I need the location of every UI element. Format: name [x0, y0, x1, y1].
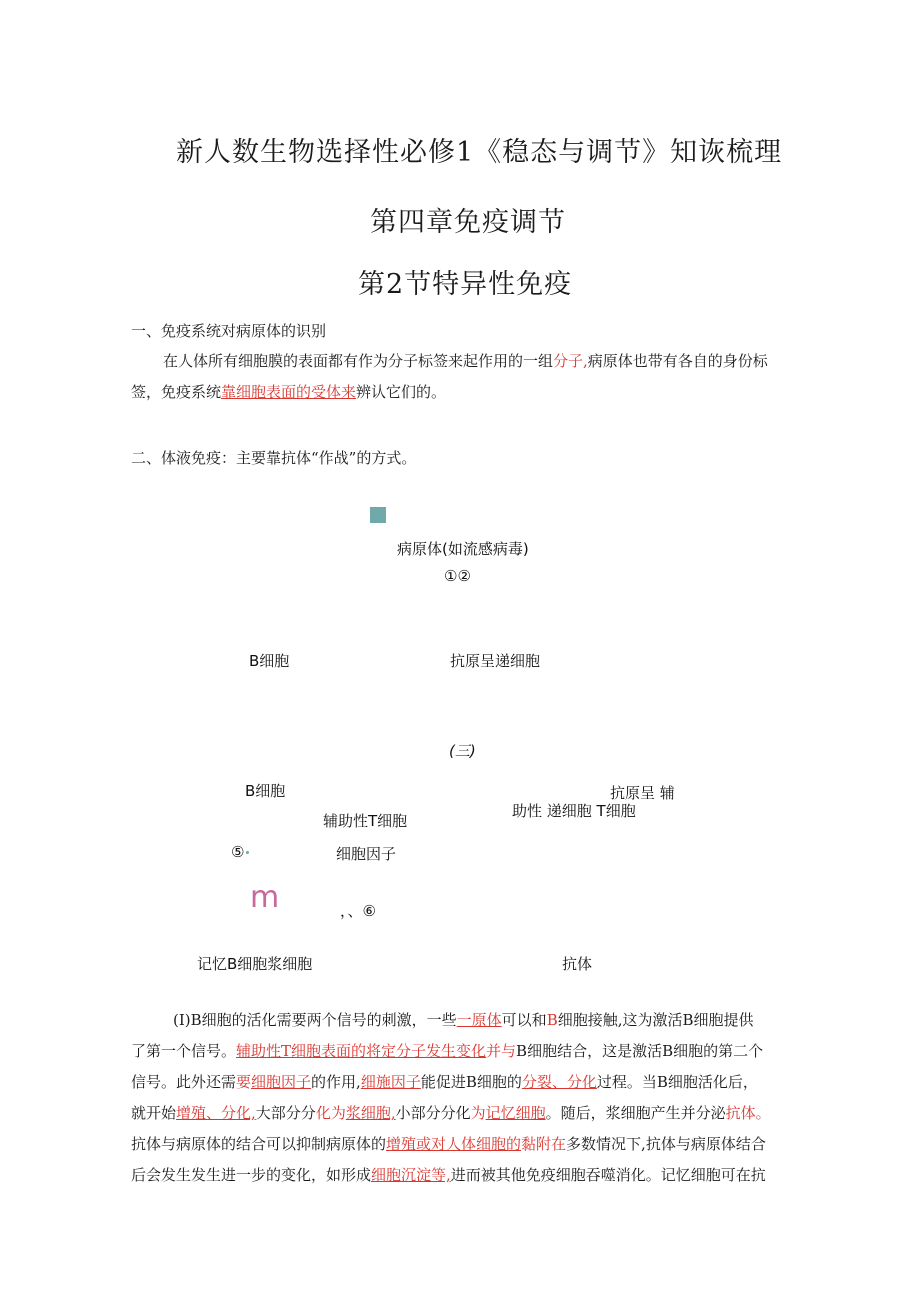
text-run: 过程。当B细胞活化后， — [596, 1073, 758, 1091]
text-run: 辨认它们的。 — [356, 383, 447, 401]
text-run: 可以和 — [501, 1011, 547, 1029]
highlight-answer: 并与 — [486, 1042, 517, 1060]
text-run: 签，免疫系统 — [131, 383, 222, 401]
b-cell-label: B细胞 — [249, 652, 290, 670]
underlined-answer: 靠细胞表面的受体来 — [221, 383, 357, 401]
highlight-answer: 分子, — [553, 352, 588, 370]
text-run: 信号。此外还需 — [131, 1073, 237, 1091]
underlined-answer: 细胞沉淀等, — [371, 1166, 451, 1184]
main-title: 新人数生物选择性必修1《稳态与调节》知诙梳理 — [176, 137, 783, 168]
step-5-text: ⑤ — [231, 843, 245, 861]
text-run: 病原体也带有各自的身份标 — [587, 352, 768, 370]
highlight-answer: 化为 — [315, 1104, 346, 1122]
text-run: 大部分分 — [255, 1104, 316, 1122]
para-line-1 — [173, 1005, 754, 1036]
underlined-answer: 分裂、分化 — [521, 1073, 597, 1091]
step-12-label: ①② — [444, 567, 471, 585]
underlined-answer: 记忆细胞 — [485, 1104, 546, 1122]
section-title: 第2节特异性免疫 — [358, 269, 573, 300]
para-line-3 — [131, 1067, 758, 1098]
highlight-answer: 为 — [470, 1104, 486, 1122]
text-run: 能促进B细胞的 — [420, 1073, 522, 1091]
highlight-answer: 黏附在 — [521, 1135, 567, 1153]
text-run: 在人体所有细胞膜的表面都有作为分子标签来起作用的一组 — [163, 352, 554, 370]
underlined-answer: 细胞因子 — [251, 1073, 312, 1091]
underlined-answer: 细施因子 — [360, 1073, 421, 1091]
step-5-label — [231, 843, 249, 861]
underlined-answer: 增殖或对人体细胞的 — [386, 1135, 522, 1153]
text-run: 小部分分化 — [395, 1104, 471, 1122]
text-run: 了第一个信号。 — [131, 1042, 237, 1060]
memory-plasma-label: 记忆B细胞浆细胞 — [197, 955, 313, 973]
para-line-4 — [131, 1098, 771, 1129]
cytokine-label: 细胞因子 — [336, 845, 397, 863]
text-run: 后会发生发生进一步的变化，如形成 — [131, 1166, 372, 1184]
part1-line1 — [163, 346, 768, 377]
helper-t-label: 辅助性T细胞 — [323, 812, 408, 830]
antibody-label: 抗体 — [562, 955, 593, 973]
text-run: 抗体与病原体的结合可以抑制病原体的 — [131, 1135, 387, 1153]
para-line-6 — [131, 1160, 766, 1191]
text-run: 。随后，浆细胞产生并分泌 — [545, 1104, 726, 1122]
underlined-answer: 辅助性T细胞表面的将定分子发生变化 — [236, 1042, 487, 1060]
highlight-answer: B — [546, 1011, 558, 1029]
apc-label-top: 抗原呈 辅 — [610, 784, 675, 802]
text-run: B细胞结合，这是激活B细胞的第二个 — [516, 1042, 764, 1060]
step-3-label: (三) — [449, 742, 476, 760]
m-glyph-icon: m — [250, 880, 280, 915]
highlight-answer: 抗体。 — [725, 1104, 771, 1122]
text-run: 的作用, — [311, 1073, 361, 1091]
text-run: (I)B细胞的活化需要两个信号的刺激，一些 — [173, 1011, 457, 1029]
pathogen-label: 病原体(如流感病毒) — [397, 540, 529, 558]
para-line-5 — [131, 1129, 766, 1160]
para-line-2 — [131, 1036, 763, 1067]
chapter-title: 第四章免疫调节 — [370, 207, 566, 238]
b-cell-label-2: B细胞 — [245, 782, 286, 800]
underlined-answer: 增殖、分化, — [176, 1104, 256, 1122]
part1-line2 — [131, 377, 446, 408]
step-6-label: ，、⑥ — [340, 902, 376, 920]
square-marker-icon — [370, 507, 386, 523]
underlined-answer: 一原体 — [456, 1011, 502, 1029]
text-run: 进而被其他免疫细胞吞噬消化。记忆细胞可在抗 — [450, 1166, 766, 1184]
apc-helper-label-bottom: 助性 递细胞 T细胞 — [512, 802, 636, 820]
highlight-answer: 要 — [236, 1073, 252, 1091]
part1-heading: 一、免疫系统对病原体的识别 — [131, 322, 327, 340]
apc-label: 抗原呈递细胞 — [450, 652, 541, 670]
text-run: 多数情况下,抗体与病原体结合 — [566, 1135, 766, 1153]
underlined-answer: 浆细胞, — [345, 1104, 396, 1122]
text-run: 就开始 — [131, 1104, 177, 1122]
part2-heading: 二、体液免疫：主要靠抗体“作战”的方式。 — [131, 449, 417, 467]
text-run: 细胞接触,这为激活B细胞提供 — [557, 1011, 754, 1029]
dot-icon — [246, 851, 249, 854]
